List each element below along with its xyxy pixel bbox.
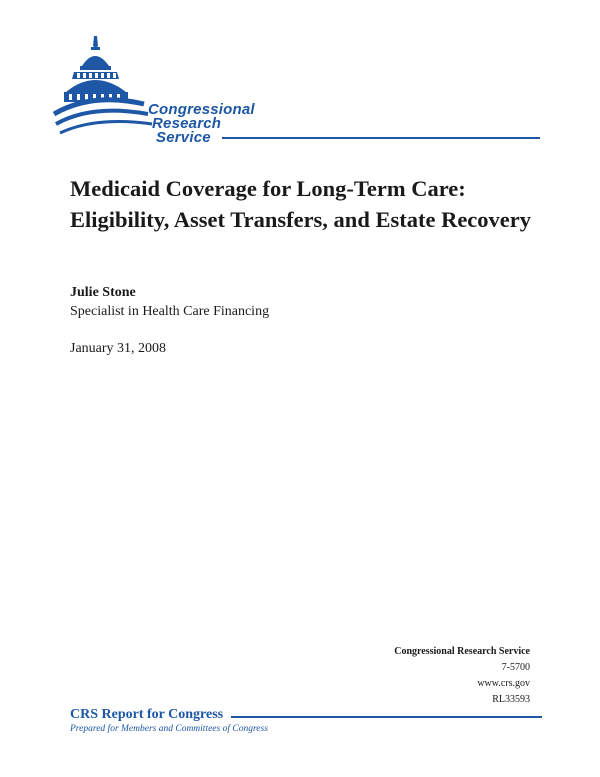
footer-subtitle: Prepared for Members and Committees of Congress — [70, 724, 268, 734]
meta-phone: 7-5700 — [501, 662, 530, 673]
author-name: Julie Stone — [70, 285, 136, 300]
footer-divider — [231, 716, 542, 718]
footer-title: CRS Report for Congress — [70, 707, 224, 722]
logo-text-congressional: Congressional — [148, 101, 255, 118]
crs-logo — [52, 32, 542, 147]
logo-text-research: Research — [152, 115, 222, 132]
logo-text-service: Service — [156, 129, 211, 146]
report-title: Medicaid Coverage for Long-Term Care: Eligibility, Asset Transfers, and Estate Recovery — [70, 176, 532, 232]
capitol-dome-icon — [52, 32, 542, 147]
meta-website[interactable]: www.crs.gov — [477, 678, 530, 689]
meta-org: Congressional Research Service — [394, 646, 530, 657]
author-role: Specialist in Health Care Financing — [70, 304, 270, 319]
meta-report-number: RL33593 — [492, 694, 530, 705]
report-date: January 31, 2008 — [70, 341, 167, 356]
report-meta — [394, 644, 530, 708]
